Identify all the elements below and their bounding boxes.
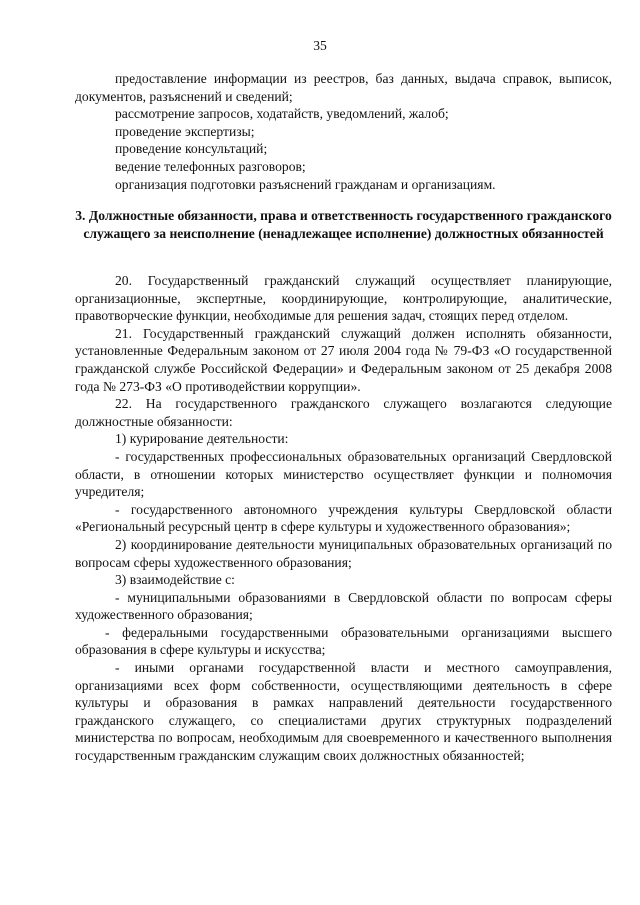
- list-item: рассмотрение запросов, ходатайств, уведомлений, жалоб;: [115, 106, 449, 122]
- paragraph-21: 21. Государственный гражданский служащий должен исполнять обязанности, установленные Федеральным законом от 27 июля 2004 года № 79-ФЗ «О государственной гражданской службе Российской Федерации» и Федеральным законом от 25 декабря 2008 года № 273-ФЗ «О противодействии коррупции».: [75, 325, 612, 394]
- list-item: организация подготовки разъяснений гражданам и организациям.: [115, 176, 496, 192]
- list-item: ведение телефонных разговоров;: [115, 158, 306, 174]
- paragraph-20: 20. Государственный гражданский служащий осуществляет планирующие, организационные, экспертные, координирующие, контролирующие, аналитические, правотворческие функции, необходимые для решения задач, стоящих перед отделом.: [75, 273, 612, 324]
- list-item: предоставление информации из реестров, баз данных, выдача справок, выписок, документов, разъяснений и сведений;: [75, 71, 612, 104]
- section-3: [75, 207, 612, 242]
- page-number: 35: [313, 38, 327, 53]
- paragraph-22: 22. На государственного гражданского служащего возлагаются следующие должностные обязанности:: [75, 396, 612, 429]
- duty-item-3-a: - муниципальными образованиями в Свердловской области по вопросам сферы художественного образования;: [75, 589, 612, 623]
- duty-item-3-b: - федеральными государственными образовательными организациями высшего образования в сфере культуры и искусства;: [75, 624, 612, 658]
- list-item: проведение консультаций;: [115, 141, 268, 157]
- duty-item-3: 3) взаимодействие с:: [115, 572, 235, 588]
- section-heading: 3. Должностные обязанности, права и ответственность государственного гражданского служащего за неисполнение (ненадлежащее исполнение) должностных обязанностей: [75, 208, 612, 241]
- duty-item-1-a: - государственных профессиональных образовательных организаций Свердловской области, в отношении которых министерство осуществляет функции и полномочия учредителя;: [75, 448, 612, 500]
- duty-item-3-c: - иными органами государственной власти и местного самоуправления, организациями всех форм собственности, осуществляющими деятельность в сфере культуры и образования в рамках направлений деятельности государственного гражданского служащего, со специалистами других структурных подразделений министерства по вопросам, необходимым для своевременного и качественного выполнения государственным гражданским служащим своих должностных обязанностей;: [75, 660, 612, 764]
- duty-item-1: 1) курирование деятельности:: [115, 431, 289, 447]
- list-item: проведение экспертизы;: [115, 123, 255, 139]
- duty-item-1-b: - государственного автономного учреждения культуры Свердловской области «Региональный ресурсный центр в сфере культуры и художественного образования»;: [75, 501, 612, 535]
- section-body: [75, 272, 612, 765]
- duty-item-2: 2) координирование деятельности муниципальных образовательных организаций по вопросам сферы художественного образования;: [75, 536, 612, 570]
- top-list: [75, 70, 612, 193]
